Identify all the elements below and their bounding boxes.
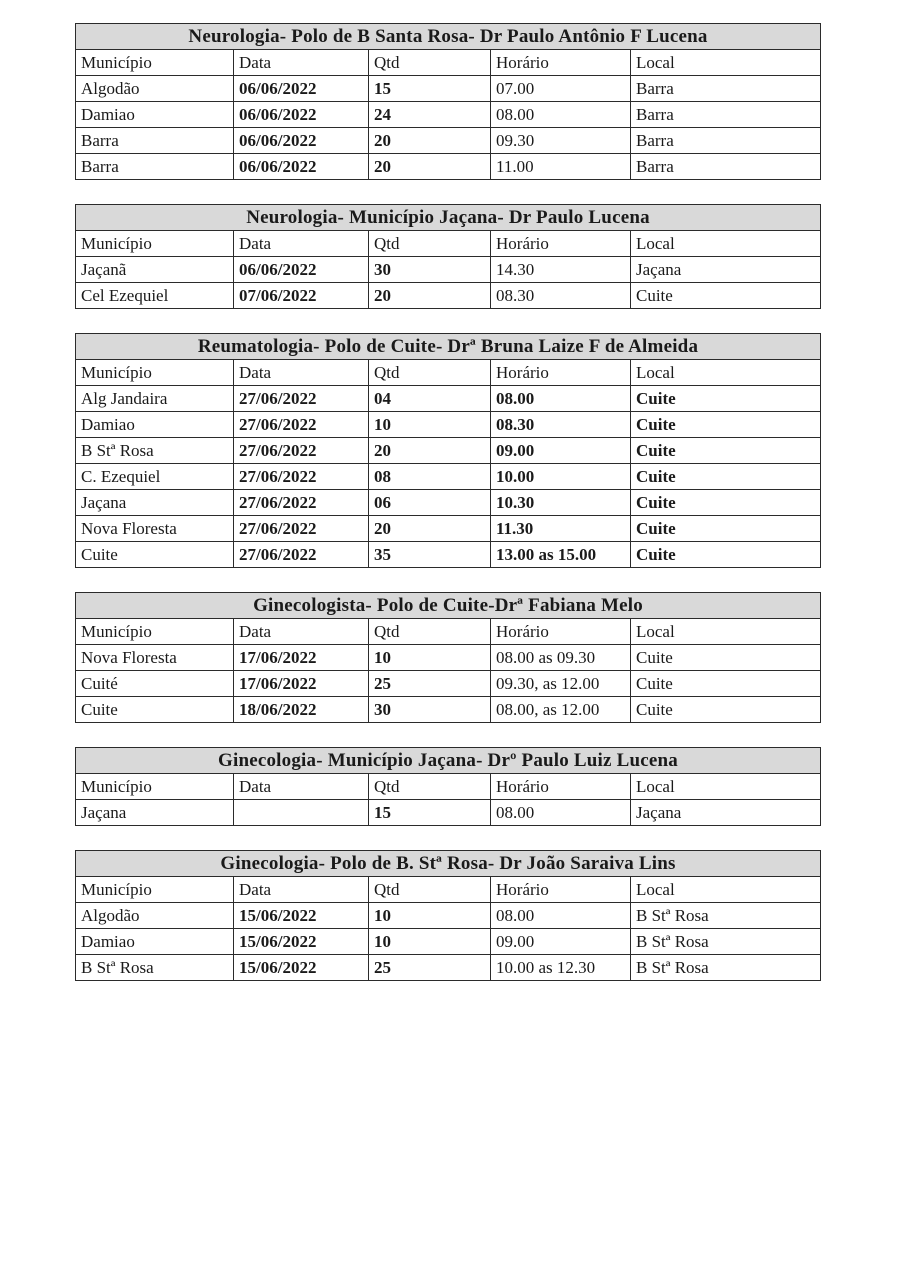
table-cell: Jaçana [631, 800, 821, 826]
table-cell: 10 [369, 903, 491, 929]
column-header: Horário [491, 360, 631, 386]
table-cell: 24 [369, 102, 491, 128]
table-cell: 25 [369, 671, 491, 697]
table-cell: Damiao [76, 929, 234, 955]
table-row [76, 800, 821, 826]
table-cell: 07/06/2022 [234, 283, 369, 309]
table-cell: Alg Jandaira [76, 386, 234, 412]
table-cell: 08.30 [491, 412, 631, 438]
table-cell: Nova Floresta [76, 645, 234, 671]
table-cell: 20 [369, 128, 491, 154]
column-header: Município [76, 360, 234, 386]
table-cell: Barra [631, 154, 821, 180]
table-cell: Barra [631, 76, 821, 102]
column-header: Data [234, 619, 369, 645]
table-cell: 08.00 [491, 386, 631, 412]
table-row [76, 438, 821, 464]
table-header-row [76, 50, 821, 76]
table-cell: 08.00 as 09.30 [491, 645, 631, 671]
table-cell: 30 [369, 257, 491, 283]
column-header: Data [234, 50, 369, 76]
table-cell: 09.00 [491, 929, 631, 955]
table-cell: Cuite [631, 490, 821, 516]
table-row [76, 645, 821, 671]
table-cell: 10.30 [491, 490, 631, 516]
table-cell: Algodão [76, 76, 234, 102]
table-cell: 08.00 [491, 903, 631, 929]
table-cell: B Stª Rosa [76, 955, 234, 981]
table-cell: 08 [369, 464, 491, 490]
table-cell: 10 [369, 929, 491, 955]
table-cell: 27/06/2022 [234, 490, 369, 516]
table-cell: Cuité [76, 671, 234, 697]
column-header: Local [631, 231, 821, 257]
table-cell: Cuite [631, 386, 821, 412]
column-header: Local [631, 619, 821, 645]
table-cell: Nova Floresta [76, 516, 234, 542]
table-cell: B Stª Rosa [631, 929, 821, 955]
table-cell: Barra [631, 128, 821, 154]
table-cell: Cuite [76, 697, 234, 723]
table-cell: Jaçana [631, 257, 821, 283]
table-cell: 06/06/2022 [234, 76, 369, 102]
table-cell: 20 [369, 516, 491, 542]
table-cell: Cuite [631, 697, 821, 723]
table-cell: 04 [369, 386, 491, 412]
table-header-row [76, 360, 821, 386]
table-cell: 10 [369, 412, 491, 438]
column-header: Qtd [369, 50, 491, 76]
column-header: Horário [491, 877, 631, 903]
schedule-table [75, 204, 821, 309]
column-header: Município [76, 50, 234, 76]
table-cell: 27/06/2022 [234, 464, 369, 490]
table-title-row [76, 748, 821, 774]
table-title: Neurologia- Polo de B Santa Rosa- Dr Paulo Antônio F Lucena [76, 24, 821, 50]
schedule-table [75, 747, 821, 826]
column-header: Data [234, 360, 369, 386]
column-header: Qtd [369, 360, 491, 386]
table-cell: Cuite [631, 516, 821, 542]
column-header: Horário [491, 619, 631, 645]
table-cell: C. Ezequiel [76, 464, 234, 490]
table-cell: Damiao [76, 102, 234, 128]
table-cell: Barra [76, 154, 234, 180]
column-header: Município [76, 619, 234, 645]
table-cell: 11.00 [491, 154, 631, 180]
table-row [76, 102, 821, 128]
table-cell: Barra [631, 102, 821, 128]
table-cell: Cuite [631, 438, 821, 464]
table-cell: 08.30 [491, 283, 631, 309]
table-row [76, 697, 821, 723]
table-cell: Damiao [76, 412, 234, 438]
table-cell: 17/06/2022 [234, 645, 369, 671]
table-cell: 27/06/2022 [234, 516, 369, 542]
table-row [76, 464, 821, 490]
table-cell: 06/06/2022 [234, 257, 369, 283]
table-row [76, 516, 821, 542]
table-cell: 08.00, as 12.00 [491, 697, 631, 723]
table-cell: 06/06/2022 [234, 102, 369, 128]
column-header: Horário [491, 231, 631, 257]
table-title: Reumatologia- Polo de Cuite- Drª Bruna Laize F de Almeida [76, 334, 821, 360]
table-cell: Barra [76, 128, 234, 154]
table-cell: 18/06/2022 [234, 697, 369, 723]
table-row [76, 257, 821, 283]
table-cell: 09.30, as 12.00 [491, 671, 631, 697]
table-cell: 25 [369, 955, 491, 981]
column-header: Qtd [369, 774, 491, 800]
column-header: Qtd [369, 877, 491, 903]
table-cell: 17/06/2022 [234, 671, 369, 697]
table-cell: 20 [369, 438, 491, 464]
table-cell: 06/06/2022 [234, 128, 369, 154]
column-header: Município [76, 231, 234, 257]
schedule-table [75, 592, 821, 723]
table-title: Ginecologista- Polo de Cuite-Drª Fabiana Melo [76, 593, 821, 619]
table-row [76, 490, 821, 516]
table-title-row [76, 593, 821, 619]
table-row [76, 929, 821, 955]
table-cell: Cuite [631, 464, 821, 490]
column-header: Horário [491, 50, 631, 76]
schedule-table [75, 23, 821, 180]
table-title-row [76, 851, 821, 877]
table-cell: 08.00 [491, 800, 631, 826]
table-cell: 08.00 [491, 102, 631, 128]
table-cell [234, 800, 369, 826]
table-cell: 20 [369, 154, 491, 180]
table-row [76, 283, 821, 309]
table-row [76, 154, 821, 180]
column-header: Local [631, 50, 821, 76]
table-cell: Jaçana [76, 490, 234, 516]
table-title-row [76, 334, 821, 360]
table-row [76, 671, 821, 697]
table-cell: 09.00 [491, 438, 631, 464]
table-cell: 06/06/2022 [234, 154, 369, 180]
table-cell: 30 [369, 697, 491, 723]
table-title-row [76, 24, 821, 50]
table-cell: 35 [369, 542, 491, 568]
table-cell: B Stª Rosa [631, 955, 821, 981]
table-cell: Cuite [631, 412, 821, 438]
table-cell: 15 [369, 800, 491, 826]
column-header: Município [76, 877, 234, 903]
table-title: Ginecologia- Polo de B. Stª Rosa- Dr João Saraiva Lins [76, 851, 821, 877]
table-cell: Algodão [76, 903, 234, 929]
table-cell: 14.30 [491, 257, 631, 283]
table-cell: 20 [369, 283, 491, 309]
column-header: Qtd [369, 231, 491, 257]
table-cell: Jaçana [76, 800, 234, 826]
table-cell: 11.30 [491, 516, 631, 542]
column-header: Horário [491, 774, 631, 800]
table-cell: 27/06/2022 [234, 542, 369, 568]
table-row [76, 412, 821, 438]
table-cell: 13.00 as 15.00 [491, 542, 631, 568]
column-header: Local [631, 774, 821, 800]
table-cell: 07.00 [491, 76, 631, 102]
table-header-row [76, 877, 821, 903]
table-cell: Cuite [631, 645, 821, 671]
table-cell: Cel Ezequiel [76, 283, 234, 309]
table-cell: Cuite [76, 542, 234, 568]
column-header: Local [631, 877, 821, 903]
column-header: Data [234, 774, 369, 800]
table-cell: Cuite [631, 283, 821, 309]
table-cell: 10 [369, 645, 491, 671]
table-cell: Cuite [631, 671, 821, 697]
table-header-row [76, 619, 821, 645]
table-cell: 15/06/2022 [234, 955, 369, 981]
table-cell: B Stª Rosa [631, 903, 821, 929]
table-row [76, 76, 821, 102]
table-cell: 15/06/2022 [234, 929, 369, 955]
table-row [76, 128, 821, 154]
table-cell: 15 [369, 76, 491, 102]
table-cell: 10.00 as 12.30 [491, 955, 631, 981]
table-title: Ginecologia- Município Jaçana- Drº Paulo Luiz Lucena [76, 748, 821, 774]
table-cell: 15/06/2022 [234, 903, 369, 929]
column-header: Qtd [369, 619, 491, 645]
table-cell: 27/06/2022 [234, 438, 369, 464]
column-header: Local [631, 360, 821, 386]
schedule-table [75, 333, 821, 568]
table-cell: Jaçanã [76, 257, 234, 283]
table-title: Neurologia- Município Jaçana- Dr Paulo Lucena [76, 205, 821, 231]
table-header-row [76, 231, 821, 257]
table-cell: Cuite [631, 542, 821, 568]
table-cell: 06 [369, 490, 491, 516]
schedule-table [75, 850, 821, 981]
column-header: Data [234, 877, 369, 903]
column-header: Município [76, 774, 234, 800]
table-row [76, 955, 821, 981]
table-cell: 27/06/2022 [234, 412, 369, 438]
table-row [76, 903, 821, 929]
table-title-row [76, 205, 821, 231]
table-cell: B Stª Rosa [76, 438, 234, 464]
table-header-row [76, 774, 821, 800]
table-row [76, 542, 821, 568]
column-header: Data [234, 231, 369, 257]
table-row [76, 386, 821, 412]
table-cell: 10.00 [491, 464, 631, 490]
table-cell: 09.30 [491, 128, 631, 154]
table-cell: 27/06/2022 [234, 386, 369, 412]
